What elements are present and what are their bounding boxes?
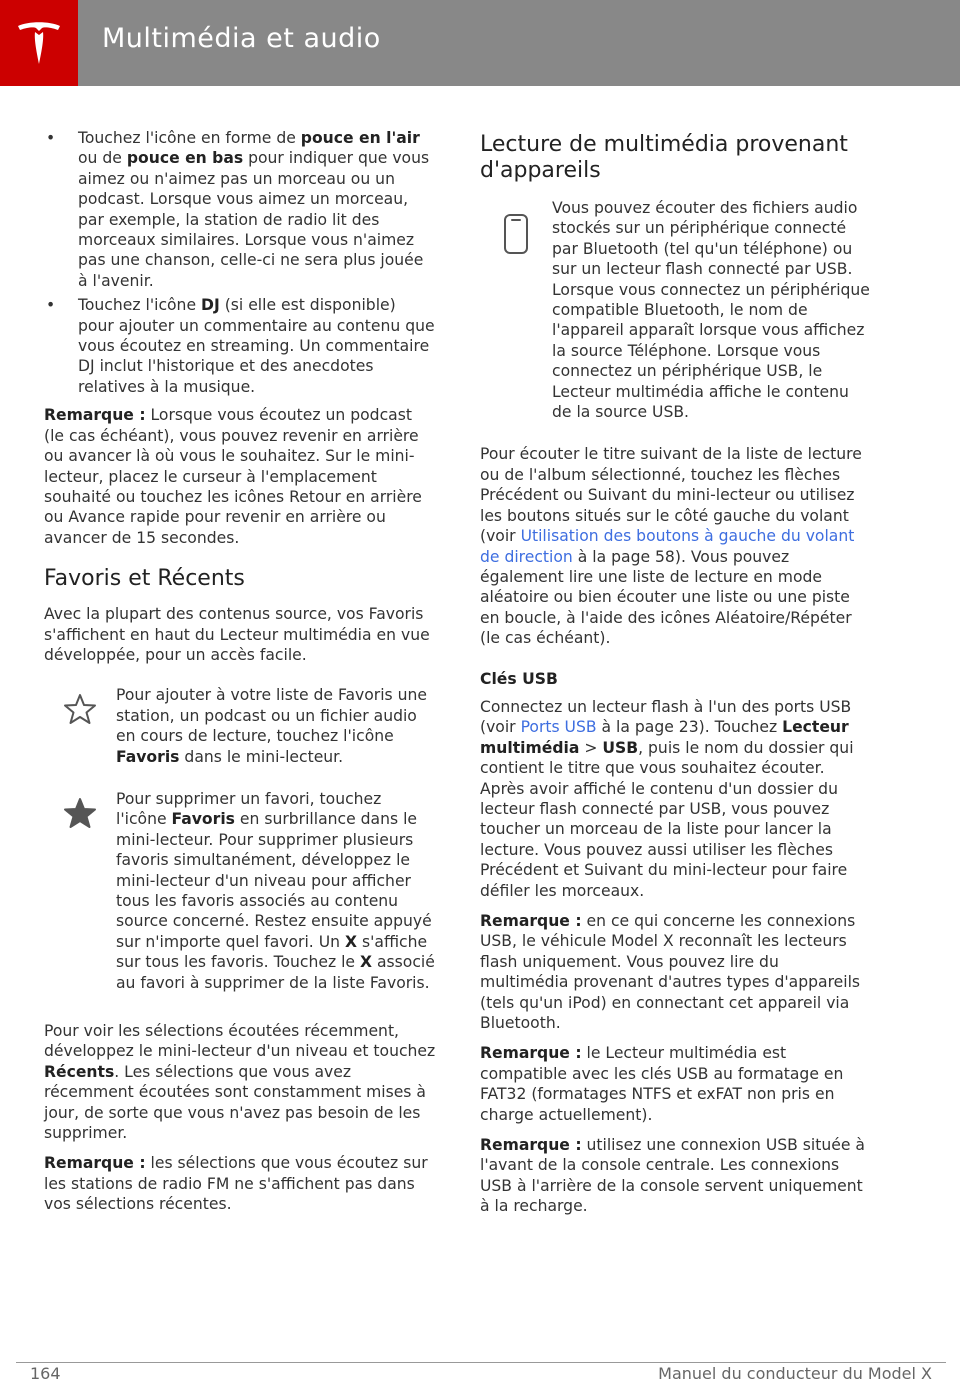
phone-icon — [502, 212, 530, 256]
bold-term: Lecteur multimédia — [480, 718, 849, 757]
text: à la page 23). Touchez — [596, 718, 783, 737]
logo-box — [0, 0, 78, 86]
left-column — [44, 128, 436, 1225]
bold-term: X — [359, 953, 373, 972]
page-title: Multimédia et audio — [102, 23, 381, 54]
text: à la page 58). Vous pouvez également lire une liste de lecture en mode aléatoire ou bien écouter une liste ou une piste en boucle, à l'aide des icônes Aléatoire/Répéter (le cas échéant). — [480, 547, 852, 648]
favorites-intro: Avec la plupart des contenus source, vos Favoris s'affichent en haut du Lecteur multimédia en vue développée, pour un accès facile. — [44, 605, 430, 664]
favorite-remove-row — [44, 789, 436, 993]
text: > — [579, 738, 603, 757]
note-usb-format — [480, 1043, 872, 1125]
bold-term: Favoris — [116, 747, 180, 766]
note-text: utilisez une connexion USB située à l'avant de la console centrale. Les connexions USB à l'arrière de la console servent uniquement à la recharge. — [480, 1136, 865, 1216]
text: , puis le nom du dossier qui contient le titre que vous souhaitez écouter. Après avoir affiché le contenu d'un dossier du lecteur flash connecté par USB, vous pouvez toucher un morceau de la liste pour lancer la lecture. Vous pouvez aussi utiliser les flèches Précédent et Suivant du mini-lecteur pour faire défiler les morceaux. — [480, 738, 854, 900]
bold-term: DJ — [201, 296, 220, 315]
text: Connectez un lecteur flash à l'un des ports USB (voir — [480, 697, 852, 737]
next-track-paragraph — [480, 444, 872, 648]
bold-term: X — [344, 932, 358, 951]
list-item — [44, 128, 436, 291]
text: pour indiquer que vous aimez ou n'aimez pas un morceau ou un podcast. Lorsque vous aimez un morceau, par exemple, la station de radio lit des morceaux similaires. Lorsque vous n'aimez pas une chanson, celle-ci ne sera plus jouée à l'avenir. — [78, 149, 430, 290]
bullet-symbol: • — [46, 129, 56, 147]
star-outline-icon — [62, 691, 98, 727]
text: Pour ajouter à votre liste de Favoris une station, un podcast ou un fichier audio en cours de lecture, touchez l'icône — [116, 686, 427, 746]
note-label: Remarque : — [480, 1044, 582, 1063]
note-text: le Lecteur multimédia est compatible avec les clés USB au formatage en FAT32 (formatages NTFS et exFAT non pris en charge actuellement). — [480, 1044, 844, 1124]
text: . Les sélections que vous avez récemment écoutées sont constamment mises à jour, de sorte que vous n'avez pas besoin de les supprimer. — [44, 1062, 426, 1143]
bold-term: pouce en l'air — [300, 129, 420, 147]
device-text: Vous pouvez écouter des fichiers audio stockés sur un périphérique connecté par Bluetooth (tel qu'un téléphone) ou sur un lecteur flash connecté par USB. Lorsque vous connectez un périphérique compatible Bluetooth, le nom de l'appareil apparaît lorsque vous affichez la source Téléphone. Lorsque vous connectez un périphérique USB, le Lecteur multimédia affiche le contenu de la source USB. — [552, 199, 870, 422]
section-heading-favorites: Favoris et Récents — [44, 566, 245, 592]
page-header — [0, 0, 960, 86]
footer-divider — [16, 1362, 946, 1363]
note-usb-flash — [480, 911, 872, 1033]
page-number: 164 — [30, 1364, 61, 1383]
note-text: les sélections que vous écoutez sur les stations de radio FM ne s'affichent pas dans vos sélections récentes. — [44, 1154, 428, 1214]
text: associé au favori à supprimer de la liste Favoris. — [116, 953, 435, 992]
note-text: en ce qui concerne les connexions USB, le véhicule Model X reconnaît les lecteurs flash uniquement. Vous pouvez lire du multimédia provenant d'autres types d'appareils (tels qu'un iPod) en connectant cet appareil via Bluetooth. — [480, 912, 861, 1033]
right-column — [480, 132, 872, 1227]
bullet-list — [44, 128, 436, 397]
star-filled-icon — [62, 795, 98, 831]
usb-paragraph — [480, 697, 872, 901]
text: Pour voir les sélections écoutées récemment, développez le mini-lecteur d'un niveau et touchez — [44, 1022, 436, 1061]
text: dans le mini-lecteur. — [179, 747, 344, 766]
text: Touchez l'icône — [78, 296, 201, 315]
text: ou de — [78, 149, 127, 168]
text: en surbrillance dans le mini-lecteur. Pour supprimer plusieurs favoris simultanément, développez le mini-lecteur d'un niveau pour afficher tous les favoris associés au contenu source concerné. Restez ensuite appuyé sur n'importe quel favori. Un — [116, 810, 432, 951]
list-item — [44, 295, 436, 397]
text: Pour supprimer un favori, touchez l'icône — [116, 789, 382, 829]
note-usb-front — [480, 1135, 872, 1217]
note-podcast — [44, 405, 436, 548]
note-label: Remarque : — [44, 1154, 146, 1173]
text: Touchez l'icône en forme de — [78, 129, 301, 147]
device-row — [480, 198, 872, 422]
bullet-symbol: • — [46, 296, 56, 315]
note-text: Lorsque vous écoutez un podcast (le cas échéant), vous pouvez revenir en arrière ou avancer là où vous le souhaitez. Sur le mini-lecteur, placez le curseur à l'emplacement souhaité ou touchez les icônes Retour en arrière ou Avance rapide pour revenir en arrière ou avancer de 15 secondes. — [44, 406, 422, 547]
bold-term: pouce en bas — [126, 149, 244, 168]
usb-ports-link[interactable]: Ports USB — [520, 718, 597, 737]
text: (si elle est disponible) pour ajouter un commentaire au contenu que vous écoutez en streaming. Un commentaire DJ inclut l'historique et des anecdotes relatives à la musique. — [78, 296, 435, 396]
tesla-logo — [14, 18, 64, 68]
manual-title: Manuel du conducteur du Model X — [658, 1364, 932, 1383]
note-label: Remarque : — [44, 406, 146, 425]
bold-term: Favoris — [171, 810, 235, 829]
section-heading-devices: Lecture de multimédia provenant d'appareils — [480, 132, 848, 183]
note-label: Remarque : — [480, 1136, 582, 1155]
bold-term: USB — [602, 738, 639, 757]
text: Pour écouter le titre suivant de la liste de lecture ou de l'album sélectionné, touchez les flèches Précédent ou Suivant du mini-lecteur ou utilisez les boutons situés sur le côté gauche du volant (voir — [480, 445, 862, 546]
favorite-add-row — [44, 685, 436, 767]
steering-buttons-link[interactable]: Utilisation des boutons à gauche du volant de direction — [480, 527, 855, 566]
note-fm — [44, 1153, 436, 1214]
bold-term: Récents — [44, 1062, 115, 1081]
recent-paragraph — [44, 1021, 436, 1143]
subheading-usb: Clés USB — [480, 669, 558, 688]
text: s'affiche sur tous les favoris. Touchez le — [116, 932, 428, 972]
note-label: Remarque : — [480, 912, 582, 930]
